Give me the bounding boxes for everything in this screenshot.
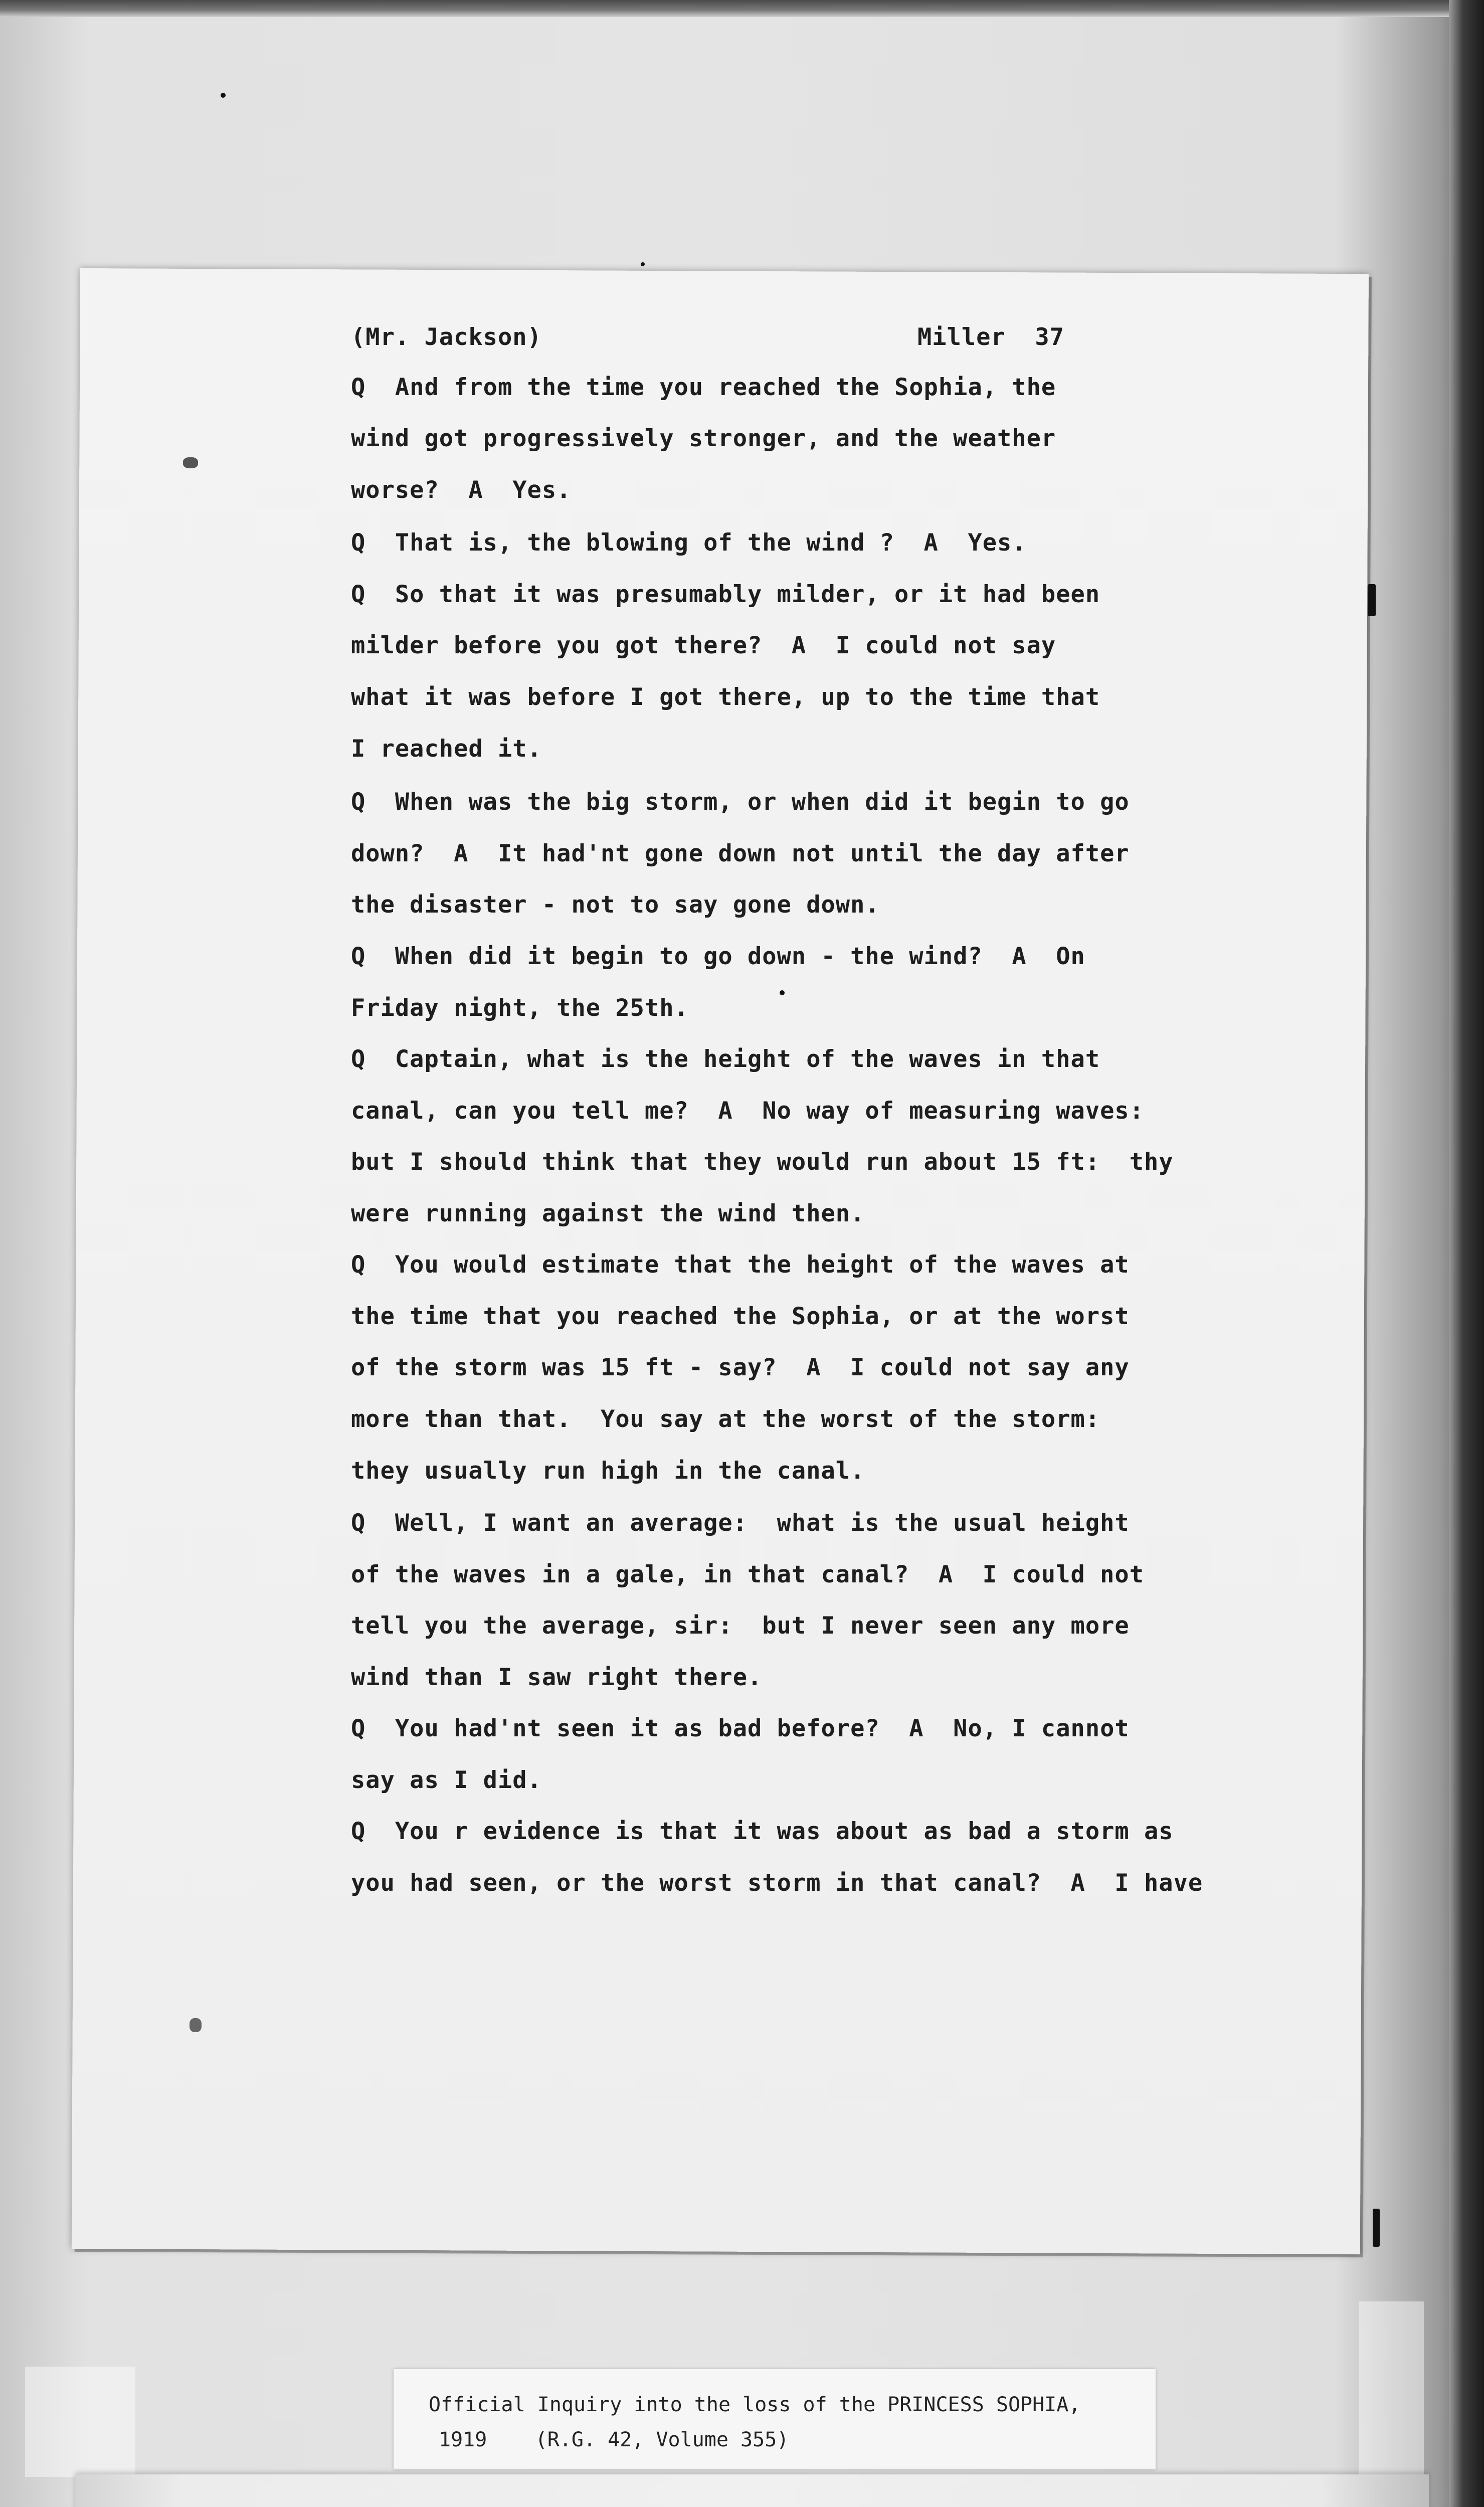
transcript-line: I reached it. (351, 735, 542, 763)
transcript-line: canal, can you tell me? A No way of measuring waves: (351, 1097, 1145, 1125)
transcript-line: wind got progressively stronger, and the weather (351, 425, 1056, 452)
paper-mark (183, 457, 198, 468)
transcript-line: more than that. You say at the worst of the storm: (351, 1405, 1100, 1433)
transcript-line: the disaster - not to say gone down. (351, 891, 880, 919)
dust-speck (221, 93, 226, 98)
transcript-line: wind than I saw right there. (351, 1664, 763, 1691)
top-edge-strip (0, 0, 1484, 17)
transcript-line: Q And from the time you reached the Sophia, the (351, 374, 1056, 401)
dust-speck (641, 262, 645, 266)
transcript-line: Q So that it was presumably milder, or it had been (351, 581, 1100, 608)
transcript-line: Q Captain, what is the height of the waves in that (351, 1045, 1100, 1073)
transcript-line: Q That is, the blowing of the wind ? A Yes. (351, 529, 1027, 557)
ink-dot (780, 990, 785, 995)
transcript-line: the time that you reached the Sophia, or at the worst (351, 1303, 1130, 1330)
transcript-line: milder before you got there? A I could not say (351, 632, 1056, 659)
transcript-line: Friday night, the 25th. (351, 994, 689, 1022)
transcript-line: were running against the wind then. (351, 1200, 865, 1227)
transcript-line: what it was before I got there, up to the time that (351, 683, 1100, 711)
transcript-line: of the storm was 15 ft - say? A I could not say any (351, 1354, 1130, 1381)
transcript-line: they usually run high in the canal. (351, 1457, 865, 1485)
archive-stamp-card (75, 2474, 1429, 2507)
transcript-line: Q You had'nt seen it as bad before? A No, I cannot (351, 1715, 1130, 1742)
tape-strip (1359, 2301, 1424, 2477)
transcript-line: of the waves in a gale, in that canal? A I could not (351, 1561, 1145, 1588)
transcript-line: say as I did. (351, 1766, 542, 1794)
transcript-line: Q When did it begin to go down - the wind? A On (351, 943, 1085, 970)
transcript-line: Q Well, I want an average: what is the usual height (351, 1509, 1130, 1537)
transcript-line: Q You r evidence is that it was about as bad a storm as (351, 1818, 1174, 1845)
collection-label (394, 2369, 1156, 2469)
transcript-line: worse? A Yes. (351, 476, 572, 504)
collection-label-reference: 1919 (R.G. 42, Volume 355) (439, 2428, 789, 2451)
paper-edge-mark (1373, 2209, 1380, 2247)
transcript-line: tell you the average, sir: but I never seen any more (351, 1612, 1130, 1640)
examiner-heading: (Mr. Jackson) (351, 323, 542, 351)
witness-page-heading: Miller 37 (917, 323, 1064, 351)
transcript-line: down? A It had'nt gone down not until the day after (351, 840, 1130, 867)
tape-strip (25, 2367, 135, 2477)
transcript-line: but I should think that they would run about 15 ft: thy (351, 1148, 1174, 1176)
paper-mark (190, 2018, 202, 2032)
transcript-line: you had seen, or the worst storm in that canal? A I have (351, 1869, 1203, 1897)
transcript-line: Q You would estimate that the height of the waves at (351, 1251, 1130, 1279)
collection-label-title: Official Inquiry into the loss of the PRINCESS SOPHIA, (429, 2393, 1081, 2416)
right-edge-shadow (1449, 0, 1484, 2507)
transcript-line: Q When was the big storm, or when did it begin to go (351, 788, 1130, 816)
paper-edge-mark (1368, 584, 1376, 616)
